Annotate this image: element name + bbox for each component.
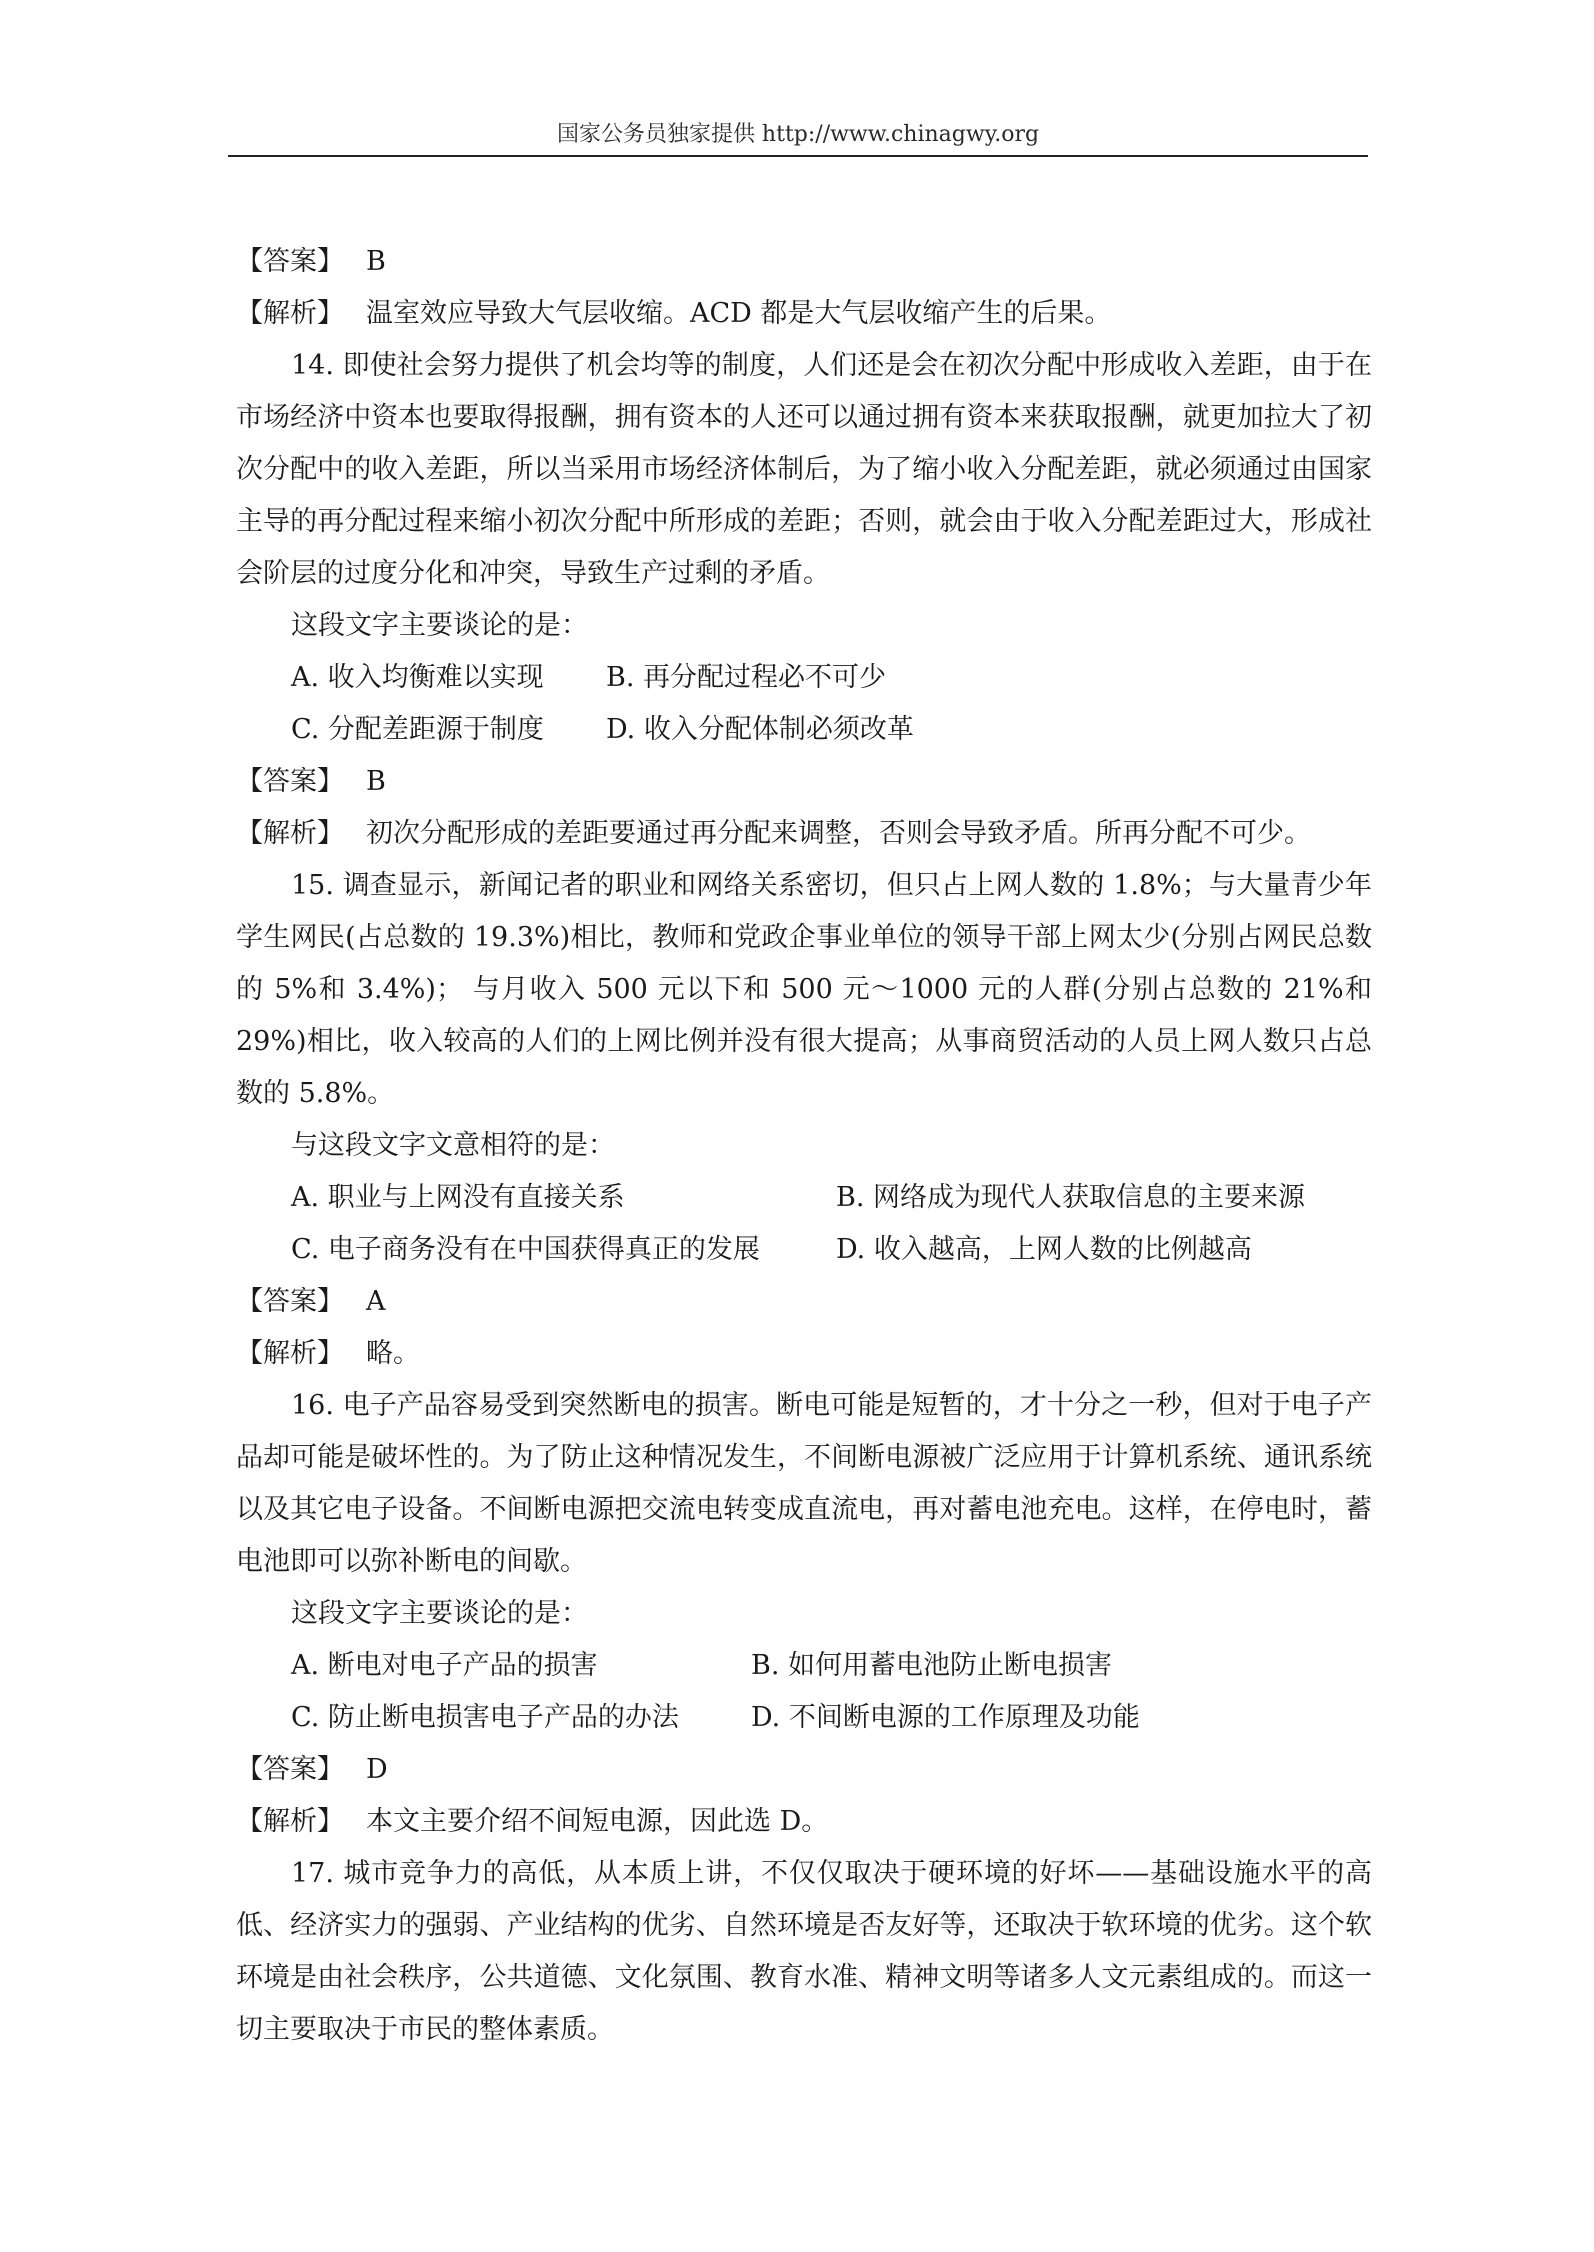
answer-value: D — [366, 1754, 388, 1785]
page-header: 国家公务员独家提供 http://www.chinagwy.org — [556, 122, 1040, 147]
option-c: C. 电子商务没有在中国获得真正的发展 — [291, 1234, 760, 1265]
answer-label: 【答案】 — [236, 1286, 344, 1317]
answer-label: 【答案】 — [236, 246, 344, 277]
option-d: D. 收入越高，上网人数的比例越高 — [836, 1234, 1252, 1265]
header-divider — [228, 155, 1368, 157]
option-a: A. 收入均衡难以实现 — [291, 662, 544, 693]
answer-label: 【答案】 — [236, 1754, 344, 1785]
option-d: D. 不间断电源的工作原理及功能 — [751, 1702, 1140, 1733]
document-body — [236, 236, 1372, 2056]
analysis-text: 略。 — [366, 1338, 420, 1369]
question-16-options-row2 — [236, 1692, 1372, 1744]
question-14-options-row2 — [236, 704, 1372, 756]
analysis-text: 本文主要介绍不间短电源，因此选 D。 — [366, 1806, 829, 1837]
question-16-options-row1 — [236, 1640, 1372, 1692]
option-c: C. 防止断电损害电子产品的办法 — [291, 1702, 679, 1733]
answer-value: B — [366, 246, 386, 277]
question-14-options-row1 — [236, 652, 1372, 704]
analysis-label: 【解析】 — [236, 298, 344, 329]
analysis-label: 【解析】 — [236, 1806, 344, 1837]
option-a: A. 职业与上网没有直接关系 — [291, 1182, 625, 1213]
question-16-text: 16. 电子产品容易受到突然断电的损害。断电可能是短暂的，才十分之一秒，但对于电子产品却可能是破坏性的。为了防止这种情况发生，不间断电源被广泛应用于计算机系统、通讯系统以及其它电子设备。不间断电源把交流电转变成直流电，再对蓄电池充电。这样，在停电时，蓄电池即可以弥补断电的间歇。 — [236, 1390, 1372, 1577]
answer-value: B — [366, 766, 386, 797]
option-b: B. 如何用蓄电池防止断电损害 — [751, 1650, 1113, 1681]
answer-label: 【答案】 — [236, 766, 344, 797]
answer-15 — [236, 1276, 1372, 1328]
option-a: A. 断电对电子产品的损害 — [291, 1650, 598, 1681]
option-c: C. 分配差距源于制度 — [291, 714, 544, 745]
option-b: B. 再分配过程必不可少 — [606, 662, 887, 693]
analysis-text: 温室效应导致大气层收缩。ACD 都是大气层收缩产生的后果。 — [366, 298, 1112, 329]
question-15-prompt: 与这段文字文意相符的是： — [291, 1130, 615, 1161]
question-14-text: 14. 即使社会努力提供了机会均等的制度，人们还是会在初次分配中形成收入差距，由于在市场经济中资本也要取得报酬，拥有资本的人还可以通过拥有资本来获取报酬，就更加拉大了初次分配中的收入差距，所以当采用市场经济体制后，为了缩小收入分配差距，就必须通过由国家主导的再分配过程来缩小初次分配中所形成的差距；否则，就会由于收入分配差距过大，形成社会阶层的过度分化和冲突，导致生产过剩的矛盾。 — [236, 350, 1372, 589]
question-15-options-row2 — [236, 1224, 1372, 1276]
question-16-prompt: 这段文字主要谈论的是： — [291, 1598, 588, 1629]
analysis-text: 初次分配形成的差距要通过再分配来调整，否则会导致矛盾。所再分配不可少。 — [366, 818, 1311, 849]
analysis-label: 【解析】 — [236, 1338, 344, 1369]
analysis-14 — [236, 808, 1372, 860]
option-b: B. 网络成为现代人获取信息的主要来源 — [836, 1182, 1306, 1213]
answer-14 — [236, 756, 1372, 808]
answer-13 — [236, 236, 1372, 288]
analysis-15 — [236, 1328, 1372, 1380]
answer-16 — [236, 1744, 1372, 1796]
answer-value: A — [366, 1286, 386, 1317]
analysis-label: 【解析】 — [236, 818, 344, 849]
question-14-prompt: 这段文字主要谈论的是： — [291, 610, 588, 641]
analysis-13 — [236, 288, 1372, 340]
analysis-16 — [236, 1796, 1372, 1848]
question-15-options-row1 — [236, 1172, 1372, 1224]
question-17-text: 17. 城市竞争力的高低，从本质上讲，不仅仅取决于硬环境的好坏——基础设施水平的高低、经济实力的强弱、产业结构的优劣、自然环境是否友好等，还取决于软环境的优劣。这个软环境是由社会秩序，公共道德、文化氛围、教育水准、精神文明等诸多人文元素组成的。而这一切主要取决于市民的整体素质。 — [236, 1858, 1372, 2045]
question-15-text: 15. 调查显示，新闻记者的职业和网络关系密切，但只占上网人数的 1.8%；与大量青少年学生网民(占总数的 19.3%)相比，教师和党政企事业单位的领导干部上网太少(分别占网民总数的 5%和 3.4%)； 与月收入 500 元以下和 500 元～1000 元的人群(分别占总数的 21%和 29%)相比，收入较高的人们的上网比例并没有很大提高；从事商贸活动的人员上网人数只占总数的 5.8%。 — [236, 870, 1372, 1109]
option-d: D. 收入分配体制必须改革 — [606, 714, 914, 745]
